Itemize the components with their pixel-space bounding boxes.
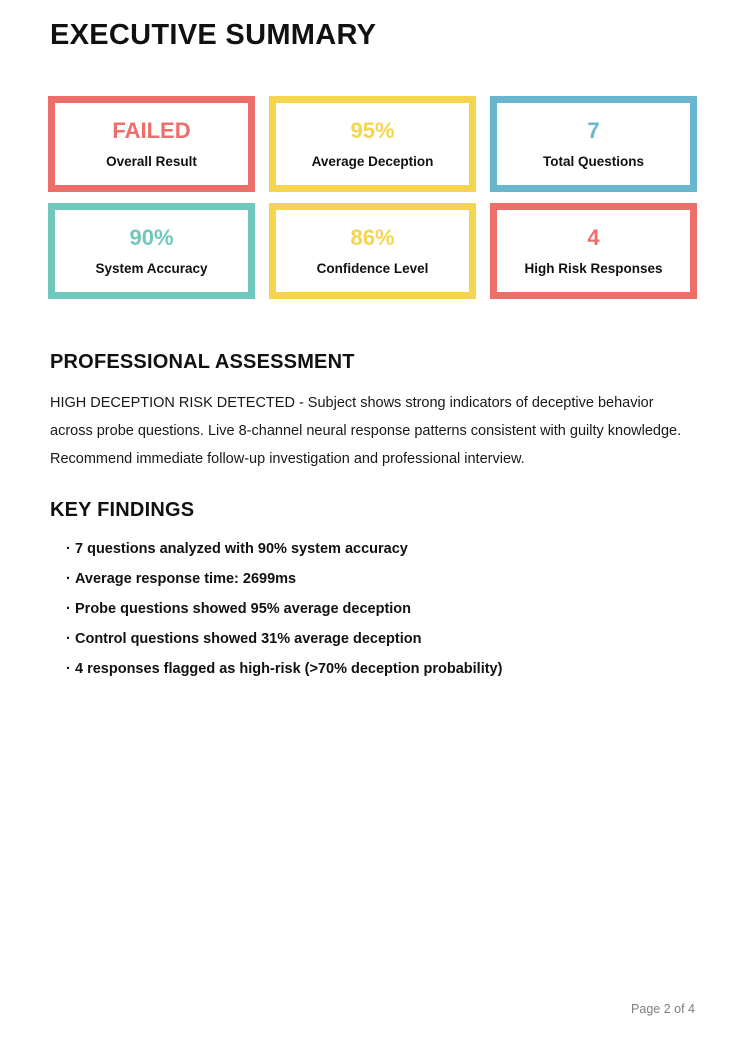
finding-item: · 7 questions analyzed with 90% system accuracy — [66, 542, 697, 557]
finding-item: · Average response time: 2699ms — [66, 572, 697, 587]
metric-label: Total Questions — [542, 153, 644, 169]
metric-card-system-accuracy — [48, 203, 255, 299]
metric-value: 7 — [587, 117, 600, 143]
metric-label: Average Deception — [311, 153, 434, 169]
metric-label: Confidence Level — [316, 260, 429, 276]
metric-card-overall-result — [48, 96, 255, 192]
metric-card-total-questions — [490, 96, 697, 192]
assessment-section-heading: PROFESSIONAL ASSESSMENT — [50, 351, 355, 373]
metric-value: 4 — [587, 224, 600, 250]
findings-section-heading: KEY FINDINGS — [50, 499, 195, 521]
findings-list — [48, 542, 697, 677]
metric-value: 95% — [350, 117, 395, 143]
assessment-body-text: HIGH DECEPTION RISK DETECTED - Subject shows strong indicators of deceptive behavior across probe questions. Live 8-channel neural response patterns consistent with guilty knowledge. Recommend immediate follow-up investigation and professional interview. — [50, 395, 682, 467]
finding-item: · Probe questions showed 95% average deception — [66, 602, 697, 617]
page-number: Page 2 of 4 — [631, 1002, 695, 1016]
page-title: EXECUTIVE SUMMARY — [50, 19, 377, 51]
metric-value: FAILED — [112, 117, 191, 143]
metric-label: Overall Result — [106, 153, 197, 169]
finding-item: · Control questions showed 31% average deception — [66, 632, 697, 647]
metric-value: 86% — [350, 224, 395, 250]
metric-card-average-deception — [269, 96, 476, 192]
metric-card-high-risk-responses — [490, 203, 697, 299]
metric-cards-grid — [48, 96, 697, 299]
metric-label: High Risk Responses — [524, 260, 663, 276]
metric-value: 90% — [129, 224, 174, 250]
finding-item: · 4 responses flagged as high-risk (>70% deception probability) — [66, 662, 697, 677]
metric-card-confidence-level — [269, 203, 476, 299]
metric-label: System Accuracy — [95, 260, 208, 276]
